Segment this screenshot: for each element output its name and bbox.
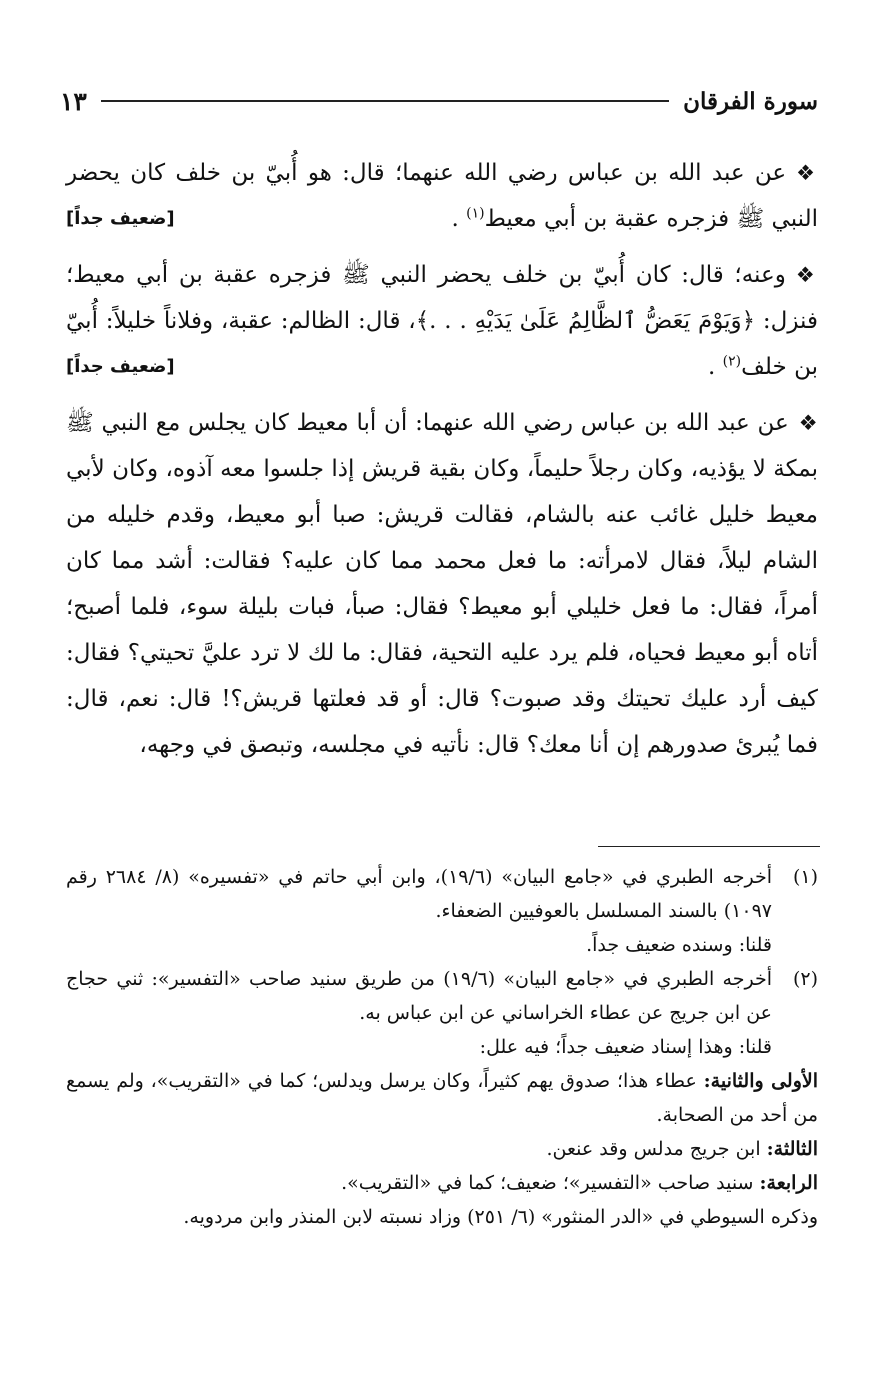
footnote-number: (٢) — [792, 968, 818, 990]
footnote-2 — [66, 962, 818, 1064]
quran-verse: ﴿وَيَوْمَ يَعَضُّ ٱلظَّالِمُ عَلَىٰ يَدَيْهِ . . .﴾ — [415, 308, 756, 334]
grade-badge: [ضعيف جداً] — [66, 208, 175, 229]
footnote-text: سنيد صاحب «التفسير»؛ ضعيف؛ كما في «التقريب». — [341, 1172, 760, 1194]
main-text — [66, 150, 818, 778]
footnote-text: قلنا: وسنده ضعيف جداً. — [586, 934, 772, 956]
footnote-term: الرابعة: — [759, 1172, 818, 1194]
page-number: ١٣ — [60, 86, 87, 116]
footnote-separator — [598, 846, 820, 847]
bullet-icon: ❖ — [798, 411, 818, 435]
surah-title: سورة الفرقان — [683, 87, 818, 115]
footnote-term: الأولى والثانية: — [703, 1070, 818, 1092]
footnote-number: (١) — [792, 866, 818, 888]
footnote-1 — [66, 860, 818, 962]
footnote-ref: (٢) — [722, 353, 742, 370]
bullet-icon: ❖ — [796, 161, 819, 185]
footnote-item — [66, 1166, 818, 1200]
hadith-1 — [66, 150, 818, 242]
hadith-text: عن عبد الله بن عباس رضي الله عنهما: أن أبا معيط كان يجلس مع النبي ﷺ بمكة لا يؤذيه، وكان رجلاً حليماً، وكان بقية قريش إذا جلسوا معه آذوه، وكان لأبي معيط خليل غائب عنه بالشام، فقالت قريش: صبا أبو معيط، وقدم خليله من الشام ليلاً، فقال لامرأته: ما فعل محمد مما كان عليه؟ فقالت: أشد مما كان أمراً، فقال: ما فعل خليلي أبو معيط؟ فقال: صبأ، فبات بليلة سوء، فلما أصبح؛ أتاه أبو معيط فحياه، فلم يرد عليه التحية، فقال: ما لك لا ترد عليَّ تحيتي؟ فقال: كيف أرد عليك تحيتك وقد صبوت؟ قال: أو قد فعلتها قريش؟! قال: نعم، قال: فما يُبرئ صدورهم إن أنا معك؟ قال: نأتيه في مجلسه، وتبصق في وجهه، — [66, 410, 818, 758]
footnote-text: وذكره السيوطي في «الدر المنثور» (٦/ ٢٥١) وزاد نسبته لابن المنذر وابن مردويه. — [183, 1206, 818, 1228]
footnote-term: الثالثة: — [766, 1138, 818, 1160]
footnote-text: أخرجه الطبري في «جامع البيان» (١٩/٦) من طريق سنيد صاحب «التفسير»: ثني حجاج عن ابن جريج عن عطاء الخراساني عن ابن عباس به. — [66, 968, 772, 1024]
hadith-end: . — [451, 206, 467, 232]
footnote-item — [66, 1064, 818, 1132]
footnote-text: أخرجه الطبري في «جامع البيان» (١٩/٦)، وابن أبي حاتم في «تفسيره» (٨/ ٢٦٨٤ رقم ١٠٩٧) بالسند المسلسل بالعوفيين الضعفاء. — [66, 866, 772, 922]
hadith-3 — [66, 400, 818, 768]
footnote-text: قلنا: وهذا إسناد ضعيف جداً؛ فيه علل: — [479, 1036, 772, 1058]
footnotes — [66, 860, 818, 1234]
footnote-item — [66, 1132, 818, 1166]
page-header — [60, 78, 818, 124]
bullet-icon: ❖ — [795, 263, 819, 287]
grade-badge: [ضعيف جداً] — [66, 356, 175, 377]
hadith-text-cont: ، قال: الظالم: عقبة، وفلاناً خليلاً: أُبيّ بن خلف — [66, 308, 818, 380]
footnote-ref: (١) — [466, 205, 485, 222]
header-rule — [101, 100, 669, 102]
footnote-item — [66, 1200, 818, 1234]
footnote-text: عطاء هذا؛ صدوق يهم كثيراً، وكان يرسل ويدلس؛ كما في «التقريب»، ولم يسمع من أحد من الصحابة. — [66, 1070, 818, 1126]
hadith-2 — [66, 252, 818, 390]
hadith-end: . — [708, 354, 723, 380]
hadith-text: وعنه؛ قال: كان أُبيّ بن خلف يحضر النبي ﷺ فزجره عقبة بن أبي معيط؛ فنزل: — [66, 262, 818, 334]
hadith-text: عن عبد الله بن عباس رضي الله عنهما؛ قال: هو أُبيّ بن خلف كان يحضر النبي ﷺ فزجره عقبة بن أبي معيط — [66, 160, 818, 232]
footnote-text: ابن جريج مدلس وقد عنعن. — [546, 1138, 767, 1160]
